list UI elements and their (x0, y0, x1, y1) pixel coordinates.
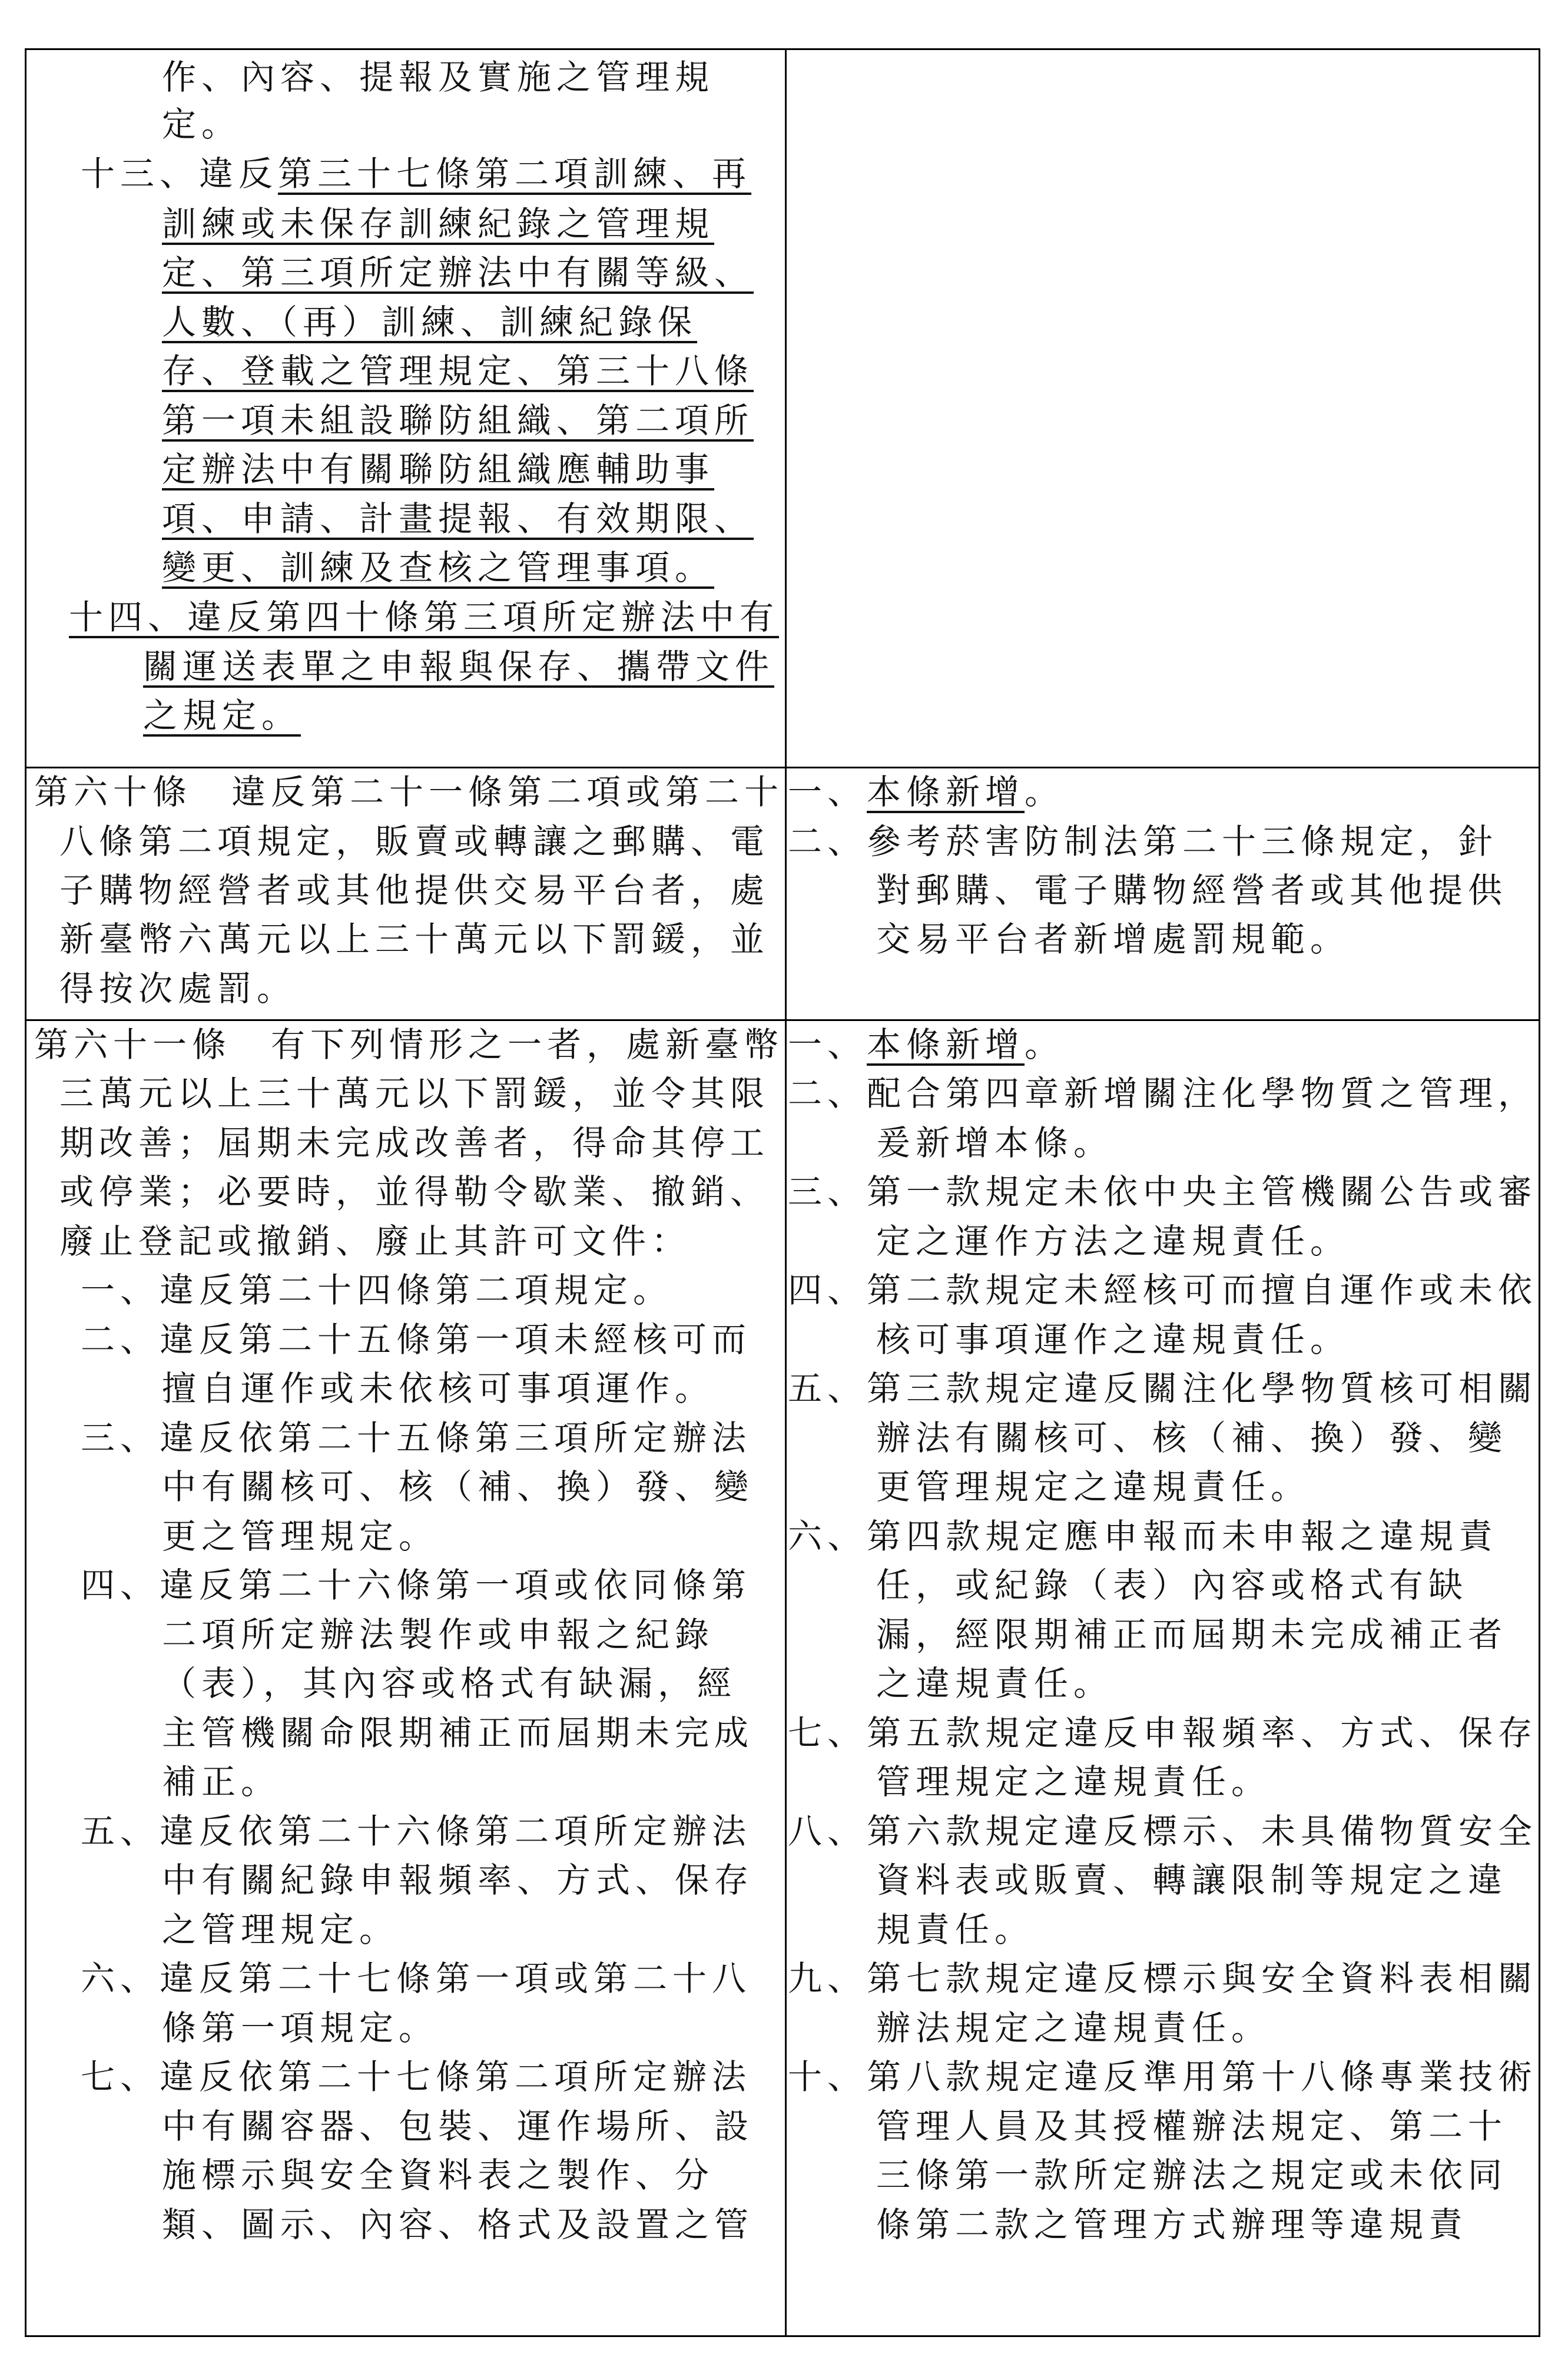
amended-text-line: 存、登載之管理規定、第三十八條 (162, 351, 754, 391)
text-line: 核可事項運作之違規責任。 (876, 1320, 1350, 1360)
text-line: 辦法規定之違規責任。 (876, 2008, 1271, 2048)
text-line: 辦法有關核可、核（補、換）發、變 (876, 1418, 1508, 1458)
amended-text-line: 人數、（再）訓練、訓練紀錄保 (162, 302, 698, 342)
text-line: 五、違反依第二十六條第二項所定辦法 (81, 1811, 752, 1851)
text-line: 一、違反第二十四條第二項規定。 (81, 1270, 673, 1310)
text-line (81, 148, 751, 199)
text-line: 中有關紀錄申報頻率、方式、保存 (162, 1860, 754, 1900)
text-line: 八、第六款規定違反標示、未具備物質安全 (788, 1811, 1538, 1851)
text-line: 漏，經限期補正而屆期未完成補正者 (876, 1615, 1508, 1655)
row1-right-cell (785, 48, 1540, 768)
new-article-note: 本條新增 (867, 772, 1025, 812)
amended-text-line: 十四、違反第四十條第三項所定辦法中有 (69, 597, 780, 637)
text-line: 七、違反依第二十七條第二項所定辦法 (81, 2057, 752, 2097)
text-line: 條第二款之管理方式辦理等違規責 (876, 2205, 1468, 2245)
text-line: （表），其內容或格式有缺漏，經 (162, 1663, 737, 1703)
text-line: 三、違反依第二十五條第三項所定辦法 (81, 1418, 752, 1458)
amended-text-line: 定辦法中有關聯防組織應輔助事 (162, 449, 715, 489)
new-article-note: 本條新增 (867, 1025, 1025, 1065)
text-line: 九、第七款規定違反標示與安全資料表相關 (788, 1958, 1538, 1998)
punctuation: 。 (1025, 1025, 1065, 1065)
item-label-13: 十三、違反 (81, 154, 279, 194)
amended-text-line: 訓練或未保存訓練紀錄之管理規 (162, 204, 715, 244)
text-line: 二、參考菸害防制法第二十三條規定，針 (788, 821, 1499, 861)
text-line: 四、第二款規定未經核可而擅自運作或未依 (788, 1270, 1538, 1310)
amended-text: 第三十七條第二項訓練、再 (278, 154, 752, 194)
item-label: 一、 (788, 1025, 867, 1065)
amended-text-line: 定、第三項所定辦法中有關等級、 (162, 253, 754, 293)
text-line: 或停業；必要時，並得勒令歇業、撤銷、 (59, 1172, 770, 1212)
article-61-heading-line: 第六十一條 有下列情形之一者，處新臺幣 (34, 1025, 784, 1065)
text-line: 定之運作方法之違規責任。 (876, 1221, 1350, 1261)
text-line: 得按次處罰。 (59, 969, 297, 1009)
text-line: 類、圖示、內容、格式及設置之管 (162, 2205, 754, 2245)
text-line: 爰新增本條。 (876, 1123, 1113, 1163)
text-line: 三條第一款所定辦法之規定或未依同 (876, 2155, 1508, 2195)
text-line: 廢止登記或撤銷、廢止其許可文件： (59, 1221, 691, 1261)
text-line: 交易平台者新增處罰規範。 (876, 919, 1350, 959)
amended-text-line: 第一項未組設聯防組織、第二項所 (162, 400, 754, 440)
text-line: 中有關容器、包裝、運作場所、設 (162, 2106, 754, 2146)
text-line: 期改善；屆期未完成改善者，得命其停工 (59, 1123, 770, 1163)
text-line: 新臺幣六萬元以上三十萬元以下罰鍰，並 (59, 919, 770, 959)
text-line: 十、第八款規定違反準用第十八條專業技術 (788, 2057, 1538, 2097)
article-60-heading-line: 第六十條 違反第二十一條第二項或第二十 (34, 772, 784, 812)
text-line: 施標示與安全資料表之製作、分 (162, 2155, 715, 2195)
text-line: 七、第五款規定違反申報頻率、方式、保存 (788, 1713, 1538, 1753)
text-line: 中有關核可、核（補、換）發、變 (162, 1467, 754, 1507)
punctuation: 。 (1025, 772, 1065, 812)
text-line: 六、第四款規定應申報而未申報之違規責 (788, 1516, 1499, 1556)
text-line: 擅自運作或未依核可事項運作。 (162, 1368, 715, 1408)
text-line: 三萬元以上三十萬元以下罰鍰，並令其限 (59, 1073, 770, 1113)
text-line: 五、第三款規定違反關注化學物質核可相關 (788, 1368, 1538, 1408)
text-line: 任，或紀錄（表）內容或格式有缺 (876, 1565, 1468, 1605)
text-line: 更管理規定之違規責任。 (876, 1467, 1311, 1507)
amended-text-line: 關運送表單之申報與保存、攜帶文件 (143, 647, 775, 687)
text-line: 作、內容、提報及實施之管理規 (162, 57, 715, 97)
text-line: 補正。 (162, 1762, 281, 1802)
text-line: 管理規定之違規責任。 (876, 1762, 1271, 1802)
text-line (788, 767, 1064, 817)
amended-text-line: 變更、訓練及查核之管理事項。 (162, 548, 715, 588)
text-line: 對郵購、電子購物經營者或其他提供 (876, 870, 1508, 910)
text-line: 定。 (162, 104, 241, 144)
text-line: 主管機關命限期補正而屆期未完成 (162, 1713, 754, 1753)
text-line: 之違規責任。 (876, 1663, 1113, 1703)
text-line: 六、違反第二十七條第一項或第二十八 (81, 1958, 752, 1998)
text-line: 二項所定辦法製作或申報之紀錄 (162, 1615, 715, 1655)
text-line: 資料表或販賣、轉讓限制等規定之違 (876, 1860, 1508, 1900)
text-line: 四、違反第二十六條第一項或依同條第 (81, 1565, 752, 1605)
text-line: 更之管理規定。 (162, 1516, 439, 1556)
text-line: 條第一項規定。 (162, 2008, 439, 2048)
text-line: 之管理規定。 (162, 1910, 399, 1950)
text-line: 三、第一款規定未依中央主管機關公告或審 (788, 1172, 1538, 1212)
item-label: 一、 (788, 772, 867, 812)
amended-text-line: 之規定。 (143, 695, 301, 735)
text-line: 二、配合第四章新增關注化學物質之管理， (788, 1073, 1538, 1113)
text-line: 八條第二項規定，販賣或轉讓之郵購、電 (59, 821, 770, 861)
text-line: 子購物經營者或其他提供交易平台者，處 (59, 870, 770, 910)
text-line: 二、違反第二十五條第一項未經核可而 (81, 1320, 752, 1360)
text-line: 規責任。 (876, 1910, 1035, 1950)
amended-text-line: 項、申請、計畫提報、有效期限、 (162, 499, 754, 539)
text-line: 管理人員及其授權辦法規定、第二十 (876, 2106, 1508, 2146)
text-line (788, 1019, 1064, 1070)
